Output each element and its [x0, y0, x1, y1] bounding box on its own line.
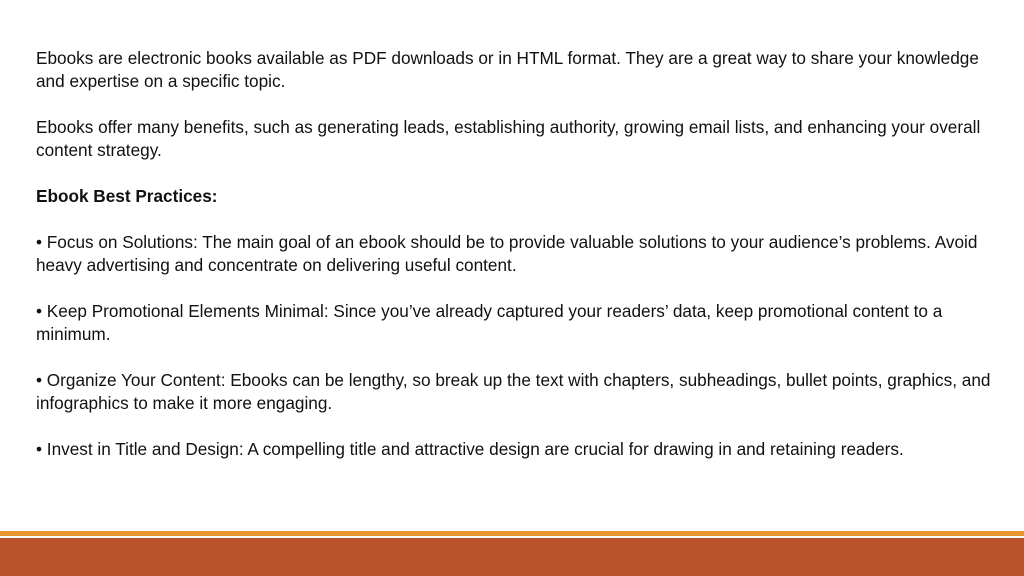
bullet-item-promotional: • Keep Promotional Elements Minimal: Since you’ve already captured your readers’ data, keep promotional content to a minimum. [36, 301, 943, 344]
section-heading: Ebook Best Practices: [36, 186, 218, 206]
intro-paragraph: Ebooks are electronic books available as PDF downloads or in HTML format. They are a great way to share your knowledge and expertise on a specific topic. [36, 48, 979, 91]
slide-content [36, 47, 996, 484]
footer-bar [0, 538, 1024, 576]
benefits-paragraph: Ebooks offer many benefits, such as generating leads, establishing authority, growing email lists, and enhancing your overall content strategy. [36, 117, 981, 160]
bullet-item-organize: • Organize Your Content: Ebooks can be lengthy, so break up the text with chapters, subheadings, bullet points, graphics, and infographics to make it more engaging. [36, 370, 991, 413]
footer-accent-line [0, 531, 1024, 536]
bullet-item-solutions: • Focus on Solutions: The main goal of an ebook should be to provide valuable solutions to your audience’s problems. Avoid heavy advertising and concentrate on delivering useful content. [36, 232, 978, 275]
bullet-item-title-design: • Invest in Title and Design: A compelling title and attractive design are crucial for drawing in and retaining readers. [36, 439, 904, 459]
